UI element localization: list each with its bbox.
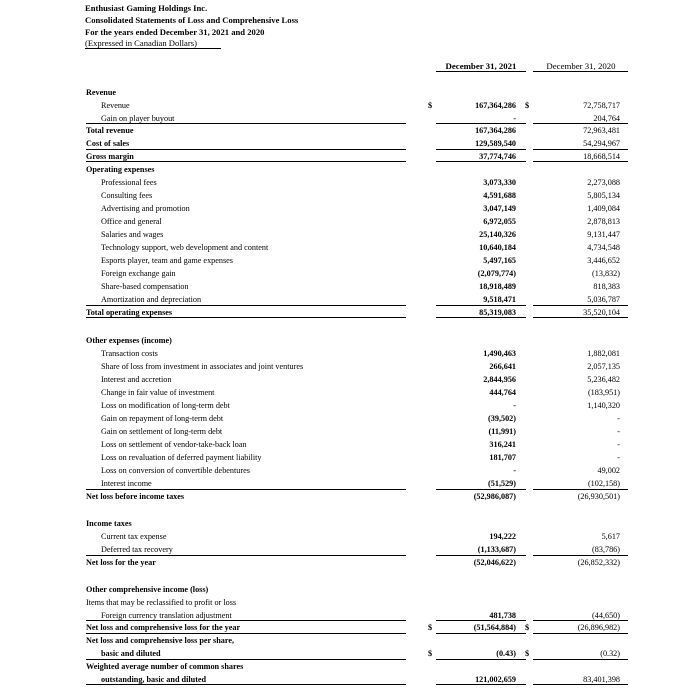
table-row: [0, 348, 700, 361]
value-2021: (1,133,687): [477, 545, 516, 554]
value-2020: (83,786): [592, 545, 620, 554]
table-rule: [436, 620, 526, 621]
column-header-2021: December 31, 2021: [445, 61, 517, 71]
table-row: [0, 281, 700, 294]
value-2021: -: [513, 114, 516, 123]
value-2021: 5,497,165: [483, 256, 516, 265]
table-rule: [86, 305, 406, 306]
table-rule: [86, 633, 406, 634]
table-rule: [533, 659, 628, 660]
row-label: Operating expenses: [86, 165, 155, 174]
row-label: Loss on revaluation of deferred payment liability: [101, 453, 262, 462]
row-label: Net loss for the year: [86, 558, 156, 567]
value-2020: 1,140,320: [587, 401, 620, 410]
row-label: Advertising and promotion: [101, 204, 190, 213]
table-row: [0, 190, 700, 203]
value-2020: 49,002: [597, 466, 620, 475]
value-2021: 266,641: [489, 362, 516, 371]
table-row: [0, 374, 700, 387]
company-name: Enthusiast Gaming Holdings Inc.: [85, 3, 208, 13]
value-2021: (51,564,884): [473, 623, 516, 632]
value-2021: 3,047,149: [483, 204, 516, 213]
row-label: Total operating expenses: [86, 308, 173, 317]
table-rule: [86, 684, 406, 685]
row-label: Net loss before income taxes: [86, 492, 185, 501]
table-rule: [533, 684, 628, 685]
value-2021: 194,222: [489, 532, 516, 541]
value-2021: 25,140,326: [479, 230, 516, 239]
row-label: Amortization and depreciation: [101, 295, 202, 304]
row-label: Office and general: [101, 217, 162, 226]
currency-note: (Expressed in Canadian Dollars): [85, 38, 197, 48]
row-label: Items that may be reclassified to profit or loss: [86, 598, 237, 607]
statement-title: Consolidated Statements of Loss and Comprehensive Loss: [85, 15, 299, 25]
table-row: [0, 87, 700, 100]
value-2021: 181,707: [489, 453, 516, 462]
row-label: Gain on repayment of long-term debt: [101, 414, 224, 423]
value-2020: 72,963,481: [583, 126, 620, 135]
table-row: [0, 491, 700, 504]
table-row: [0, 518, 700, 531]
value-2021: 481,738: [489, 611, 516, 620]
table-rule: [533, 489, 628, 490]
value-2021: -: [513, 466, 516, 475]
table-row: [0, 268, 700, 281]
value-2020: (13,832): [592, 269, 620, 278]
table-row: [0, 164, 700, 177]
currency-symbol: $: [428, 623, 433, 632]
value-2020: 9,131,447: [587, 230, 620, 239]
value-2020: 83,401,398: [583, 675, 620, 684]
row-label: Other expenses (income): [86, 336, 172, 345]
value-2020: 818,383: [593, 282, 620, 291]
value-2021: 3,073,330: [483, 178, 516, 187]
table-row: [0, 400, 700, 413]
table-row: [0, 426, 700, 439]
value-2021: (52,986,087): [473, 492, 516, 501]
value-2020: (26,896,982): [577, 623, 620, 632]
value-2021: 1,490,463: [483, 349, 516, 358]
row-label: outstanding, basic and diluted: [101, 675, 207, 684]
currency-symbol: $: [525, 623, 530, 632]
row-label: Revenue: [101, 101, 130, 110]
value-2020: 5,036,787: [587, 295, 620, 304]
currency-symbol: $: [428, 101, 433, 110]
value-2020: (183,951): [587, 388, 620, 397]
row-label: Technology support, web development and content: [101, 243, 269, 252]
value-2020: 2,273,088: [587, 178, 620, 187]
table-row: [0, 335, 700, 348]
table-row: [0, 125, 700, 138]
value-2020: 35,520,104: [583, 308, 620, 317]
header-underline: [85, 48, 221, 49]
table-rule: [436, 123, 526, 124]
row-label: Net loss and comprehensive loss per share,: [86, 636, 235, 645]
value-2021: 4,591,688: [483, 191, 516, 200]
table-row: [0, 177, 700, 190]
table-rule: [86, 161, 406, 162]
row-label: Revenue: [86, 88, 117, 97]
value-2020: 54,294,967: [583, 139, 620, 148]
value-2021: 444,764: [489, 388, 516, 397]
table-rule: [533, 633, 628, 634]
table-row: [0, 465, 700, 478]
value-2021: (52,046,622): [473, 558, 516, 567]
value-2020: -: [617, 427, 620, 436]
table-row: [0, 452, 700, 465]
table-rule: [533, 149, 628, 150]
value-2021: 37,774,746: [479, 152, 516, 161]
currency-symbol: $: [525, 101, 530, 110]
row-label: Loss on modification of long-term debt: [101, 401, 230, 410]
value-2020: -: [617, 414, 620, 423]
value-2020: 72,758,717: [583, 101, 620, 110]
table-rule: [86, 149, 406, 150]
row-label: Professional fees: [101, 178, 157, 187]
table-rule: [86, 620, 406, 621]
table-rule: [86, 555, 406, 556]
table-rule: [86, 659, 406, 660]
table-row: [0, 557, 700, 570]
statement-period: For the years ended December 31, 2021 and 2020: [85, 27, 265, 37]
value-2020: -: [617, 453, 620, 462]
value-2020: (102,158): [587, 479, 620, 488]
row-label: Share-based compensation: [101, 282, 189, 291]
row-label: basic and diluted: [101, 649, 161, 658]
value-2021: 129,589,540: [475, 139, 516, 148]
table-rule: [533, 555, 628, 556]
table-row: [0, 413, 700, 426]
table-rule: [533, 305, 628, 306]
value-2020: 18,668,514: [583, 152, 620, 161]
value-2021: 18,918,489: [479, 282, 516, 291]
table-rule: [533, 620, 628, 621]
table-rule: [436, 489, 526, 490]
row-label: Esports player, team and game expenses: [101, 256, 233, 265]
row-label: Cost of sales: [86, 139, 130, 148]
value-2020: 5,617: [601, 532, 620, 541]
table-row: [0, 216, 700, 229]
row-label: Interest and accretion: [101, 375, 172, 384]
value-2021: (2,079,774): [477, 269, 516, 278]
value-2020: 204,764: [593, 114, 620, 123]
row-label: Current tax expense: [101, 532, 167, 541]
value-2020: 1,882,081: [587, 349, 620, 358]
value-2021: 9,518,471: [483, 295, 516, 304]
table-rule: [436, 684, 526, 685]
table-rule: [86, 317, 406, 318]
row-label: Total revenue: [86, 126, 134, 135]
row-label: Income taxes: [86, 519, 132, 528]
row-label: Gross margin: [86, 152, 134, 161]
row-label: Share of loss from investment in associates and joint ventures: [101, 362, 304, 371]
row-label: Loss on conversion of convertible debentures: [101, 466, 250, 475]
row-label: Foreign exchange gain: [101, 269, 176, 278]
table-rule: [533, 123, 628, 124]
value-2021: 121,002,659: [475, 675, 516, 684]
value-2021: 167,364,286: [475, 126, 516, 135]
currency-symbol: $: [428, 649, 433, 658]
table-row: [0, 100, 700, 113]
table-rule: [436, 633, 526, 634]
table-row: [0, 439, 700, 452]
value-2020: 2,878,813: [587, 217, 620, 226]
value-2021: 167,364,286: [475, 101, 516, 110]
row-label: Weighted average number of common shares: [86, 662, 244, 671]
table-rule: [436, 161, 526, 162]
row-label: Transaction costs: [101, 349, 158, 358]
table-rule: [436, 317, 526, 318]
row-label: Net loss and comprehensive loss for the year: [86, 623, 241, 632]
value-2021: 85,319,083: [479, 308, 516, 317]
column-header-2020: December 31, 2020: [546, 61, 616, 71]
table-row: [0, 661, 700, 674]
value-2021: (0.43): [496, 649, 516, 658]
table-row: [0, 597, 700, 610]
row-label: Deferred tax recovery: [101, 545, 173, 554]
table-row: [0, 229, 700, 242]
value-2020: -: [617, 440, 620, 449]
row-label: Gain on player buyout: [101, 114, 175, 123]
currency-symbol: $: [525, 649, 530, 658]
table-rule: [86, 123, 406, 124]
row-label: Loss on settlement of vendor-take-back loan: [101, 440, 247, 449]
table-rule: [533, 317, 628, 318]
row-label: Change in fair value of investment: [101, 388, 215, 397]
value-2020: (26,930,501): [577, 492, 620, 501]
table-row: [0, 361, 700, 374]
table-row: [0, 242, 700, 255]
value-2020: 1,409,084: [587, 204, 620, 213]
value-2021: 2,844,956: [483, 375, 516, 384]
value-2021: 10,640,184: [479, 243, 516, 252]
row-label: Salaries and wages: [101, 230, 164, 239]
value-2021: (51,529): [488, 479, 516, 488]
table-rule: [436, 305, 526, 306]
table-row: [0, 203, 700, 216]
value-2020: (0.32): [600, 649, 620, 658]
table-row: [0, 387, 700, 400]
value-2020: 5,236,482: [587, 375, 620, 384]
table-row: [0, 531, 700, 544]
column-header-rule: [533, 71, 628, 72]
row-label: Interest income: [101, 479, 152, 488]
table-row: [0, 584, 700, 597]
value-2021: 6,972,055: [483, 217, 516, 226]
table-rule: [86, 489, 406, 490]
table-rule: [533, 161, 628, 162]
value-2020: (26,852,332): [577, 558, 620, 567]
value-2020: 4,734,548: [587, 243, 620, 252]
row-label: Other comprehensive income (loss): [86, 585, 209, 594]
table-rule: [436, 149, 526, 150]
value-2020: 3,446,652: [587, 256, 620, 265]
row-label: Gain on settlement of long-term debt: [101, 427, 223, 436]
value-2020: (44,650): [592, 611, 620, 620]
value-2021: 316,241: [489, 440, 516, 449]
table-row: [0, 635, 700, 648]
value-2020: 5,805,134: [587, 191, 620, 200]
table-rule: [436, 555, 526, 556]
value-2021: (39,502): [488, 414, 516, 423]
value-2020: 2,057,135: [587, 362, 620, 371]
table-row: [0, 255, 700, 268]
column-header-rule: [436, 71, 526, 72]
value-2021: -: [513, 401, 516, 410]
row-label: Consulting fees: [101, 191, 153, 200]
table-rule: [436, 659, 526, 660]
row-label: Foreign currency translation adjustment: [101, 611, 232, 620]
value-2021: (11,991): [488, 427, 516, 436]
